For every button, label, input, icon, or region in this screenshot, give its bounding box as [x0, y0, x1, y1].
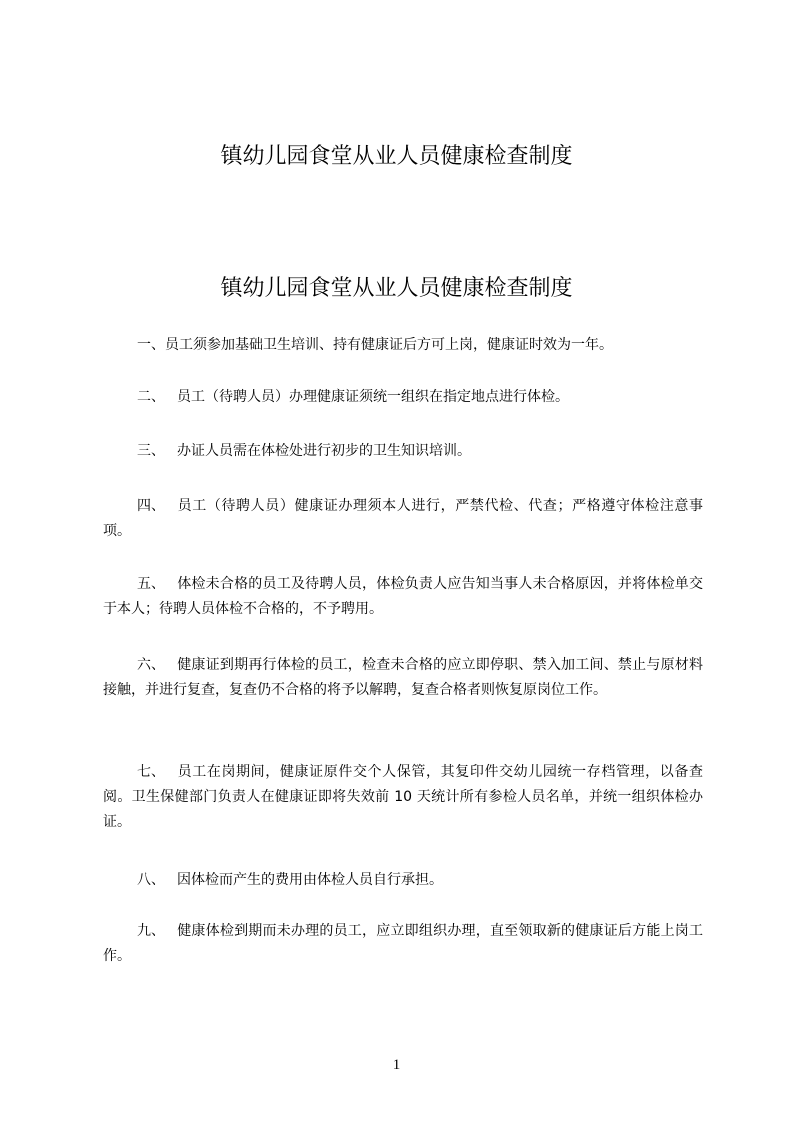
clause-4 — [103, 494, 703, 544]
clause-2-number: 二、 — [137, 389, 165, 405]
clause-2 — [103, 385, 703, 410]
clause-5-number: 五、 — [137, 576, 165, 592]
clause-1-text: 员工须参加基础卫生培训、持有健康证后方可上岗，健康证时效为一年。 — [165, 337, 613, 353]
clause-3-text: 办证人员需在体检处进行初步的卫生知识培训。 — [177, 443, 471, 459]
clause-8-number: 八、 — [137, 872, 165, 888]
clause-3-number: 三、 — [137, 443, 165, 459]
clause-8-text: 因体检而产生的费用由体检人员自行承担。 — [177, 872, 443, 888]
clause-5 — [103, 572, 703, 622]
clause-7-text: 员工在岗期间，健康证原件交个人保管，其复印件交幼儿园统一存档管理，以备查阅。卫生保健部门负责人在健康证即将失效前 10 天统计所有参检人员名单，并统一组织体检办证。 — [103, 764, 703, 830]
clause-5-text: 体检未合格的员工及待聘人员，体检负责人应告知当事人未合格原因，并将体检单交于本人；待聘人员体检不合格的，不予聘用。 — [103, 576, 703, 617]
clause-7-number: 七、 — [137, 764, 165, 780]
clause-7 — [103, 760, 703, 835]
clause-8 — [103, 868, 703, 893]
clause-6-number: 六、 — [137, 657, 165, 673]
document-title: 镇幼儿园食堂从业人员健康检查制度 — [220, 276, 573, 301]
clause-3 — [103, 439, 703, 464]
clause-1 — [103, 333, 703, 358]
clause-9 — [103, 919, 703, 969]
clause-4-text: 员工（待聘人员）健康证办理须本人进行，严禁代检、代查；严格遵守体检注意事项。 — [103, 498, 703, 539]
clause-1-number: 一、 — [137, 337, 165, 353]
clause-9-text: 健康体检到期而未办理的员工，应立即组织办理，直至领取新的健康证后方能上岗工作。 — [103, 923, 703, 964]
clause-6 — [103, 653, 703, 703]
clause-9-number: 九、 — [137, 923, 165, 939]
clause-4-number: 四、 — [137, 498, 165, 514]
page-number: 1 — [392, 1057, 401, 1073]
header-title: 镇幼儿园食堂从业人员健康检查制度 — [220, 144, 573, 169]
clause-2-text: 员工（待聘人员）办理健康证须统一组织在指定地点进行体检。 — [177, 389, 569, 405]
clause-6-text: 健康证到期再行体检的员工，检查未合格的应立即停职、禁入加工间、禁止与原材料接触，并进行复查，复查仍不合格的将予以解聘，复查合格者则恢复原岗位工作。 — [103, 657, 703, 698]
